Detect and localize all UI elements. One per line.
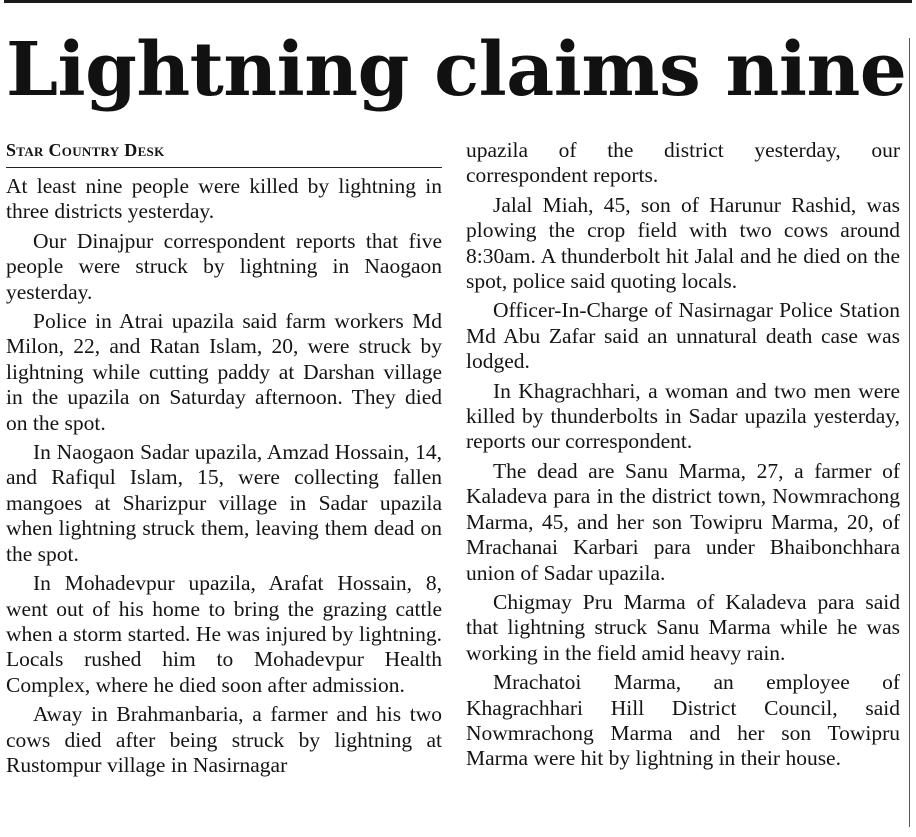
paragraph: In Naogaon Sadar upazila, Amzad Hossain, 14, and Rafiqul Islam, 15, were collecting fallen mangoes at Sharizpur village in Sadar upazila when lightning struck them, leaving them dead on the spot. [6,440,442,566]
paragraph: Police in Atrai upazila said farm workers Md Milon, 22, and Ratan Islam, 20, were struck by lightning while cutting paddy at Darshan village in the upazila on Saturday afternoon. They died on the spot. [6,309,442,435]
right-column-rule [909,38,910,827]
paragraph: In Mohadevpur upazila, Arafat Hossain, 8, went out of his home to bring the grazing cattle when a storm started. He was injured by lightning. Locals rushed him to Mohadevpur Health Complex, where he died soon after admission. [6,571,442,697]
paragraph: Chigmay Pru Marma of Kaladeva para said that lightning struck Sanu Marma while he was working in the field amid heavy rain. [466,589,900,665]
top-rule [4,0,912,3]
byline: Star Country Desk [6,138,442,168]
paragraph: upazila of the district yesterday, our correspondent reports. [466,138,900,188]
paragraph: At least nine people were killed by lightning in three districts yesterday. [6,174,442,224]
left-column [6,138,442,782]
headline: Lightning claims nine [6,27,907,113]
paragraph: The dead are Sanu Marma, 27, a farmer of Kaladeva para in the district town, Nowmrachong Marma, 45, and her son Towipru Marma, 20, of Mrachanai Karbari para under Bhaibonchhara union of Sadar upazila. [466,458,900,585]
paragraph: Our Dinajpur correspondent reports that five people were struck by lightning in Naogaon yesterday. [6,228,442,304]
paragraph: In Khagrachhari, a woman and two men were killed by thunderbolts in Sadar upazila yesterday, reports our correspondent. [466,378,900,454]
paragraph: Away in Brahmanbaria, a farmer and his two cows died after being struck by lightning at Rustompur village in Nasirnagar [6,702,442,777]
paragraph: Mrachatoi Marma, an employee of Khagrachhari Hill District Council, said Nowmrachong Marma and her son Towipru Marma were hit by lightning in their house. [466,670,900,771]
right-column [466,138,900,776]
paragraph: Officer-In-Charge of Nasirnagar Police Station Md Abu Zafar said an unnatural death case was lodged. [466,298,900,374]
paragraph: Jalal Miah, 45, son of Harunur Rashid, was plowing the crop field with two cows around 8:30am. A thunderbolt hit Jalal and he died on the spot, police said quoting locals. [466,192,900,294]
